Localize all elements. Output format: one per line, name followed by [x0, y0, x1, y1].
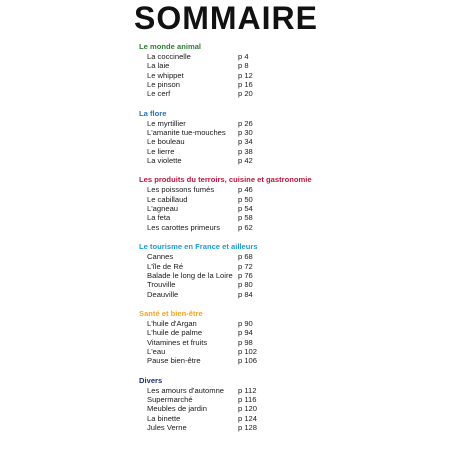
entry-title: L'amanite tue-mouches	[147, 128, 226, 138]
entry-page-number: p 128	[238, 422, 258, 432]
entry-title: L'île de Ré	[147, 261, 184, 271]
entry-title: Le myrtillier	[147, 118, 186, 128]
toc-entry	[139, 404, 439, 413]
entry-page-number: p 26	[238, 118, 253, 128]
entry-page-number: p 106	[238, 356, 258, 366]
entry-title: L'huile de palme	[147, 328, 203, 338]
toc-entry	[139, 128, 439, 137]
toc-entry	[139, 271, 439, 280]
section-title: La flore	[139, 108, 167, 118]
entry-title: Cannes	[147, 252, 174, 262]
entry-page-number: p 68	[238, 252, 253, 262]
entry-title: L'huile d'Argan	[147, 318, 197, 328]
entry-page-number: p 50	[238, 194, 253, 204]
entry-page-number: p 116	[238, 394, 257, 404]
entry-title: La coccinelle	[147, 52, 191, 61]
toc-entry	[139, 262, 439, 271]
toc-entry	[139, 147, 439, 156]
entry-title: Vitamines et fruits	[147, 337, 208, 347]
toc-entry	[139, 347, 439, 356]
toc-entry	[139, 395, 439, 404]
toc-section	[139, 109, 439, 166]
toc-entry	[139, 52, 439, 61]
section-title: Divers	[139, 375, 163, 385]
toc-section	[139, 175, 439, 232]
entry-title: La violette	[147, 156, 182, 166]
entry-title: L'agneau	[147, 204, 179, 214]
entry-title: Le pinson	[147, 80, 180, 90]
toc-entry	[139, 71, 439, 80]
entry-page-number: p 102	[238, 346, 258, 356]
entry-title: Le bouleau	[147, 137, 185, 147]
entry-page-number: p 20	[238, 89, 253, 99]
toc-entry	[139, 290, 439, 299]
toc-section	[139, 309, 439, 366]
entry-title: Le cabillaud	[147, 194, 188, 204]
entry-title: Meubles de jardin	[147, 404, 207, 414]
section-title: Santé et bien-être	[139, 308, 203, 318]
entry-page-number: p 84	[238, 289, 253, 299]
toc-entry	[139, 319, 439, 328]
toc-entry	[139, 185, 439, 194]
entry-page-number: p 38	[238, 146, 253, 156]
entry-title: Deauville	[147, 289, 179, 299]
entry-page-number: p 90	[238, 318, 253, 328]
entry-page-number: p 46	[238, 185, 253, 195]
entry-title: La feta	[147, 213, 171, 223]
entry-page-number: p 42	[238, 156, 253, 166]
toc-entry	[139, 252, 439, 261]
entry-title: Supermarché	[147, 394, 193, 404]
entry-page-number: p 98	[238, 337, 253, 347]
page-title: SOMMAIRE	[134, 0, 318, 36]
entry-page-number: p 124	[238, 413, 258, 423]
toc-entry	[139, 386, 439, 395]
entry-page-number: p 58	[238, 213, 253, 223]
toc-entry	[139, 423, 439, 432]
entry-page-number: p 72	[238, 261, 253, 271]
toc-entry	[139, 204, 439, 213]
section-title: Le tourisme en France et ailleurs	[139, 242, 258, 252]
toc-entry	[139, 89, 439, 98]
entry-page-number: p 76	[238, 270, 253, 280]
entry-title: Le cerf	[147, 89, 171, 99]
entry-title: L'eau	[147, 346, 166, 356]
toc-entry	[139, 61, 439, 70]
toc-entry	[139, 356, 439, 365]
toc-entry	[139, 338, 439, 347]
toc-entry	[139, 195, 439, 204]
entry-page-number: p 112	[238, 385, 257, 395]
entry-page-number: p 54	[238, 204, 253, 214]
toc-entry	[139, 213, 439, 222]
entry-title: Pause bien-être	[147, 356, 201, 366]
section-title: Les produits du terroirs, cuisine et gastronomie	[139, 175, 312, 185]
toc-entry	[139, 414, 439, 423]
sections-list	[139, 42, 439, 442]
toc-section	[139, 42, 439, 99]
toc-entry	[139, 137, 439, 146]
entry-page-number: p 80	[238, 280, 253, 290]
toc-entry	[139, 328, 439, 337]
toc-section	[139, 242, 439, 299]
entry-page-number: p 62	[238, 222, 253, 232]
entry-page-number: p 12	[238, 70, 253, 80]
entry-page-number: p 94	[238, 328, 253, 338]
entry-title: Balade le long de la Loire	[147, 270, 233, 280]
toc-entry	[139, 80, 439, 89]
entry-title: Les poissons fumés	[147, 185, 215, 195]
toc-entry	[139, 223, 439, 232]
toc-section	[139, 376, 439, 433]
entry-page-number: p 16	[238, 80, 253, 90]
entry-page-number: p 4	[238, 52, 249, 61]
toc-entry	[139, 119, 439, 128]
toc-entry	[139, 156, 439, 165]
entry-page-number: p 30	[238, 128, 253, 138]
entry-title: Le lierre	[147, 146, 175, 156]
entry-title: Le whippet	[147, 70, 184, 80]
entry-page-number: p 120	[238, 404, 258, 414]
entry-title: La laie	[147, 61, 170, 71]
entry-title: La binette	[147, 413, 181, 423]
section-title: Le monde animal	[139, 42, 202, 51]
entry-title: Jules Verne	[147, 422, 187, 432]
entry-title: Les carottes primeurs	[147, 222, 221, 232]
entry-title: Les amours d'automne	[147, 385, 225, 395]
entry-title: Trouville	[147, 280, 176, 290]
entry-page-number: p 34	[238, 137, 253, 147]
toc-entry	[139, 280, 439, 289]
entry-page-number: p 8	[238, 61, 249, 71]
